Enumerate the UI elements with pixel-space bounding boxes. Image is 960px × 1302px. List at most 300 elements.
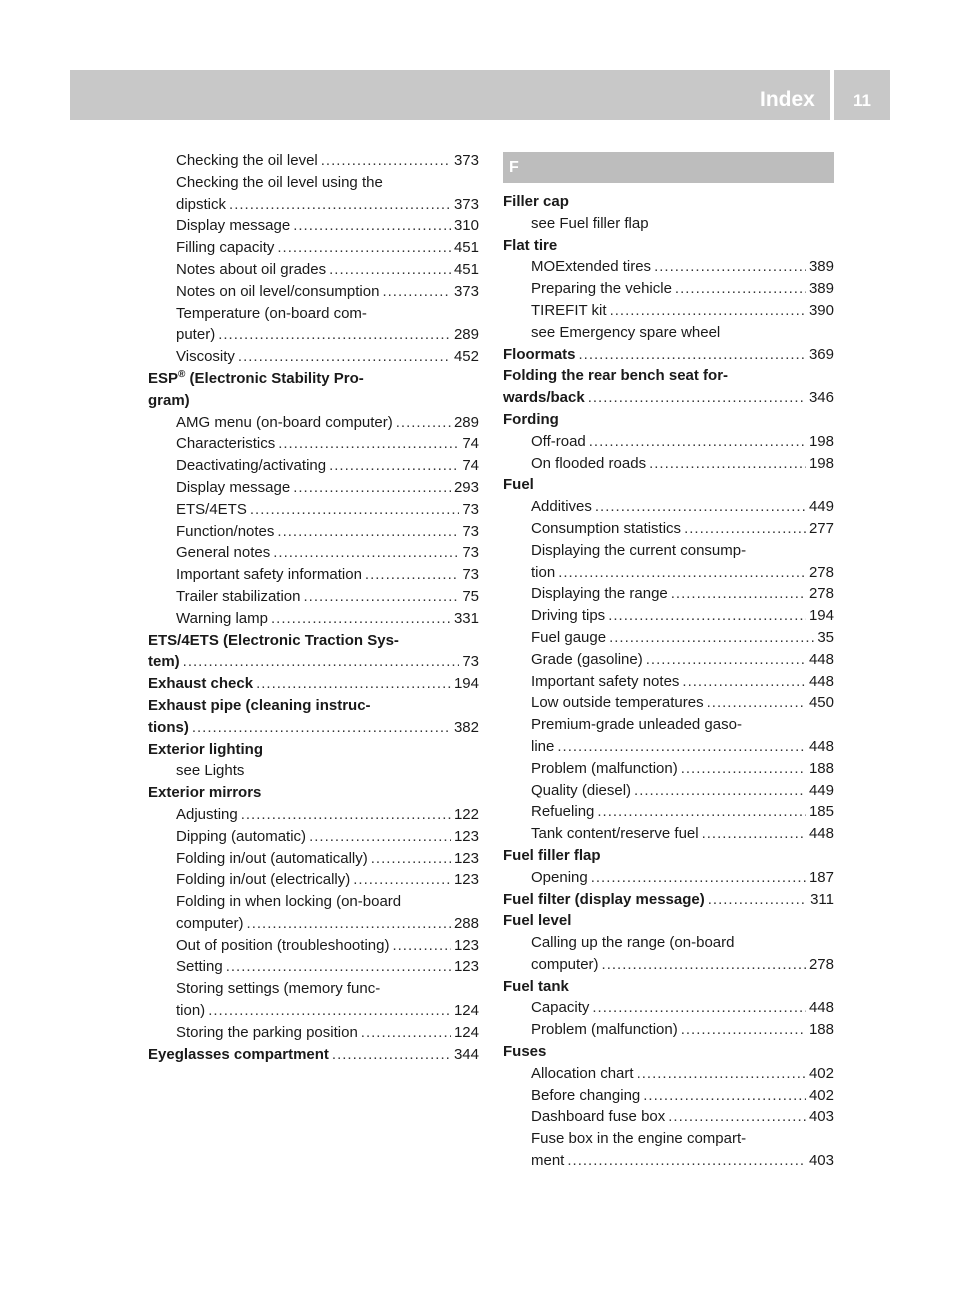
entry-text (531, 823, 699, 845)
entry-label: General notes (176, 544, 271, 562)
index-subentry (503, 583, 834, 605)
entry-text (176, 477, 290, 499)
page-reference: 123 (453, 827, 479, 845)
dot-leader (610, 300, 806, 322)
entry-label: Problem (malfunction) (531, 759, 678, 777)
page-reference: 293 (453, 478, 479, 496)
entry-label: ment (531, 1152, 565, 1170)
index-subentry (148, 521, 479, 543)
page-reference: 346 (808, 389, 834, 407)
dot-leader (309, 826, 451, 848)
page-reference: 278 (808, 563, 834, 581)
entry-text (148, 630, 399, 652)
entry-text (531, 736, 554, 758)
index-subentry (148, 913, 479, 935)
entry-text (176, 150, 318, 172)
entry-label: Storing the parking position (176, 1023, 358, 1041)
entry-text (531, 1128, 746, 1150)
page-reference: 389 (808, 258, 834, 276)
entry-text (503, 409, 559, 431)
entry-label: AMG menu (on-board computer) (176, 413, 393, 431)
index-subentry (503, 496, 834, 518)
page-reference: 198 (808, 454, 834, 472)
entry-label: Storing settings (memory func- (176, 980, 381, 998)
entry-text (503, 889, 705, 911)
index-subentry (148, 433, 479, 455)
entry-text (176, 259, 326, 281)
dot-leader (588, 387, 806, 409)
index-subentry (148, 869, 479, 891)
index-subentry (148, 281, 479, 303)
entry-label: Grade (gasoline) (531, 650, 643, 668)
index-subentry (503, 1150, 834, 1172)
dot-leader (595, 496, 806, 518)
entry-label: Notes on oil level/consumption (176, 282, 380, 300)
dot-leader (353, 869, 451, 891)
entry-text (531, 562, 555, 584)
entry-text (503, 845, 601, 867)
dot-leader (567, 1150, 806, 1172)
dot-leader (684, 518, 806, 540)
page-reference: 373 (453, 152, 479, 169)
entry-label: Fuel gauge (531, 628, 607, 646)
entry-text (176, 826, 306, 848)
index-subentry (148, 542, 479, 564)
entry-text (531, 300, 607, 322)
dot-leader (226, 956, 451, 978)
page-reference: 450 (808, 694, 834, 712)
page-reference: 124 (453, 1023, 479, 1041)
dot-leader (278, 433, 459, 455)
page-reference: 344 (453, 1045, 479, 1063)
index-heading (503, 845, 834, 867)
dot-leader (675, 278, 806, 300)
index-subentry (503, 322, 834, 344)
page-reference: 448 (808, 999, 834, 1017)
entry-text (531, 714, 742, 736)
entry-text (503, 474, 534, 496)
index-subentry (503, 954, 834, 976)
index-subentry (503, 1085, 834, 1107)
entry-label: Premium-grade unleaded gaso- (531, 716, 742, 734)
entry-label: Eyeglasses compartment (148, 1045, 329, 1063)
page-reference: 188 (808, 759, 834, 777)
entry-label: dipstick (176, 195, 227, 213)
dot-leader (329, 455, 459, 477)
dot-leader (192, 717, 451, 739)
entry-text (531, 997, 589, 1019)
entry-label: Opening (531, 868, 588, 886)
entry-label-continued: (Electronic Stability Pro- (185, 369, 364, 387)
dot-leader (218, 324, 451, 346)
index-subentry (148, 346, 479, 368)
entry-label: see Emergency spare wheel (531, 323, 721, 341)
index-heading (503, 889, 834, 911)
index-subentry (148, 477, 479, 499)
page-reference: 194 (453, 675, 479, 693)
page-reference: 369 (808, 345, 834, 363)
entry-label: Viscosity (176, 348, 235, 366)
index-subentry (148, 1000, 479, 1022)
dot-leader (637, 1063, 806, 1085)
index-subentry (503, 300, 834, 322)
index-subentry (148, 324, 479, 346)
entry-label: Displaying the range (531, 585, 668, 603)
page-reference: 451 (453, 239, 479, 257)
index-subentry (148, 826, 479, 848)
index-subentry (503, 997, 834, 1019)
registered-mark: ® (178, 368, 186, 380)
entry-text (176, 586, 301, 608)
index-column-right (503, 150, 834, 1172)
page-reference: 73 (462, 522, 479, 540)
page-reference: 311 (810, 890, 834, 908)
entry-text (148, 717, 189, 739)
entry-label: Additives (531, 498, 592, 516)
page-reference: 448 (808, 737, 834, 755)
dot-leader (579, 344, 806, 366)
page-reference: 402 (808, 1086, 834, 1104)
index-subentry (148, 978, 479, 1000)
entry-label: Driving tips (531, 607, 606, 625)
entry-text (176, 499, 247, 521)
index-heading (148, 651, 479, 673)
page-reference: 124 (453, 1002, 479, 1020)
entry-text (176, 913, 244, 935)
entry-text (176, 564, 362, 586)
dot-leader (365, 564, 459, 586)
page-reference: 123 (453, 849, 479, 867)
entry-label: Fuel filler flap (503, 846, 601, 864)
entry-text (176, 804, 238, 826)
index-subentry (148, 891, 479, 913)
dot-leader (668, 1106, 806, 1128)
index-subentry (503, 649, 834, 671)
index-heading (148, 630, 479, 652)
index-subentry (503, 1128, 834, 1150)
dot-leader (608, 605, 806, 627)
page-reference: 123 (453, 958, 479, 976)
entry-text (148, 673, 253, 695)
dot-leader (329, 259, 451, 281)
page-reference: 277 (808, 519, 834, 537)
dot-leader (708, 889, 807, 911)
entry-label: see Fuel filler flap (531, 214, 649, 232)
entry-label: ETS/4ETS (176, 500, 247, 518)
page-reference: 73 (462, 653, 479, 671)
dot-leader (589, 431, 806, 453)
dot-leader (256, 673, 451, 695)
index-subentry (503, 562, 834, 584)
entry-label: Important safety information (176, 566, 362, 584)
dot-leader (293, 477, 451, 499)
dot-leader (558, 562, 806, 584)
index-heading (503, 976, 834, 998)
index-subentry (503, 714, 834, 736)
dot-leader (183, 651, 460, 673)
entry-text (531, 583, 668, 605)
index-heading (148, 1044, 479, 1066)
entry-label: Exhaust pipe (cleaning instruc- (148, 696, 371, 714)
entry-text (148, 695, 371, 717)
section-letter-bar: F (503, 152, 834, 183)
dot-leader (681, 758, 806, 780)
index-subentry (503, 867, 834, 889)
index-heading (503, 910, 834, 932)
page-reference: 402 (808, 1064, 834, 1082)
entry-label: Preparing the vehicle (531, 280, 672, 298)
entry-text (176, 760, 244, 782)
page-reference: 194 (808, 607, 834, 625)
page-reference: 449 (808, 781, 834, 799)
entry-text (176, 433, 275, 455)
entry-label: tion) (176, 1002, 206, 1020)
entry-text (531, 256, 651, 278)
entry-label: Adjusting (176, 805, 238, 823)
dot-leader (208, 1000, 451, 1022)
page-reference: 288 (453, 914, 479, 932)
entry-text (148, 782, 261, 804)
page-reference: 75 (462, 587, 479, 605)
index-subentry (503, 736, 834, 758)
index-subentry (503, 823, 834, 845)
dot-leader (646, 649, 806, 671)
entry-label: Notes about oil grades (176, 260, 327, 278)
entry-label: Display message (176, 217, 291, 235)
dot-leader (591, 867, 806, 889)
entry-text (148, 739, 263, 761)
page-reference: 373 (453, 195, 479, 213)
entry-label: ESP (148, 369, 179, 387)
entry-text (531, 1085, 640, 1107)
entry-text (531, 671, 679, 693)
index-subentry (503, 758, 834, 780)
entry-text (176, 521, 274, 543)
index-heading (503, 191, 834, 213)
entry-label: Refueling (531, 803, 595, 821)
page-reference: 187 (808, 868, 834, 886)
entry-label: Warning lamp (176, 609, 268, 627)
index-subentry (148, 237, 479, 259)
dot-leader (277, 521, 459, 543)
index-heading (148, 717, 479, 739)
entry-label: Flat tire (503, 236, 558, 254)
index-heading (148, 695, 479, 717)
entry-text (176, 172, 383, 194)
index-subentry (148, 608, 479, 630)
entry-text (176, 346, 235, 368)
dot-leader (681, 1019, 806, 1041)
entry-label: Floormats (503, 345, 576, 363)
dot-leader (602, 954, 806, 976)
index-heading (503, 235, 834, 257)
entry-label: Capacity (531, 999, 590, 1017)
entry-label: Trailer stabilization (176, 587, 301, 605)
dot-leader (592, 997, 806, 1019)
dot-leader (361, 1022, 451, 1044)
entry-text (176, 956, 223, 978)
page-reference: 448 (808, 672, 834, 690)
page-reference: 448 (808, 825, 834, 843)
dot-leader (250, 499, 459, 521)
index-subentry (503, 540, 834, 562)
entry-text (531, 1019, 678, 1041)
entry-label: Exhaust check (148, 675, 254, 693)
entry-label: tions) (148, 718, 189, 736)
index-heading (148, 368, 479, 390)
entry-text (176, 1022, 358, 1044)
page-title: Index (760, 88, 815, 111)
entry-label: Fuel level (503, 912, 572, 930)
entry-label: Checking the oil level (176, 152, 318, 169)
index-subentry (148, 150, 479, 172)
entry-label: Exterior mirrors (148, 784, 262, 802)
entry-label: tion (531, 563, 556, 581)
entry-text (531, 1063, 634, 1085)
page-reference: 73 (462, 566, 479, 584)
page-reference: 382 (453, 718, 479, 736)
index-subentry (503, 671, 834, 693)
entry-text (148, 368, 364, 390)
dot-leader (277, 237, 451, 259)
entry-text (531, 867, 588, 889)
entry-text (531, 518, 681, 540)
entry-text (176, 324, 215, 346)
dot-leader (304, 586, 460, 608)
index-heading (503, 365, 834, 387)
index-subentry (148, 259, 479, 281)
page-reference: 198 (808, 432, 834, 450)
entry-label: Problem (malfunction) (531, 1021, 678, 1039)
entry-text (176, 412, 393, 434)
index-subentry (148, 215, 479, 237)
entry-text (176, 237, 274, 259)
index-heading (503, 409, 834, 431)
dot-leader (707, 692, 806, 714)
entry-label: Folding in when locking (on-board (176, 893, 402, 911)
entry-label: Fuses (503, 1043, 547, 1061)
dot-leader (702, 823, 806, 845)
entry-text (531, 540, 746, 562)
dot-leader (321, 150, 451, 172)
index-heading (503, 387, 834, 409)
dot-leader (396, 412, 451, 434)
dot-leader (271, 608, 451, 630)
entry-text (531, 692, 704, 714)
index-subentry (503, 431, 834, 453)
entry-label: Folding in/out (automatically) (176, 849, 368, 867)
entry-label: Important safety notes (531, 672, 680, 690)
entry-label: computer) (531, 955, 599, 973)
entry-text (531, 278, 672, 300)
entry-label: Off-road (531, 432, 586, 450)
entry-text (531, 213, 649, 235)
entry-label: Fuel filter (display message) (503, 890, 705, 908)
entry-label: Fuel tank (503, 977, 569, 995)
dot-leader (371, 848, 451, 870)
entry-text (148, 651, 180, 673)
dot-leader (332, 1044, 451, 1066)
page-reference: 331 (453, 609, 479, 627)
entry-label: Temperature (on-board com- (176, 304, 367, 322)
page-reference: 278 (808, 955, 834, 973)
dot-leader (247, 913, 451, 935)
entry-text (176, 194, 226, 216)
dot-leader (382, 281, 451, 303)
entry-text (531, 453, 646, 475)
entry-text (531, 496, 592, 518)
page-reference: 74 (462, 457, 479, 475)
entry-label: wards/back (503, 389, 585, 407)
index-heading (503, 344, 834, 366)
page-reference: 35 (817, 628, 834, 646)
entry-label: ETS/4ETS (Electronic Traction Sys- (148, 631, 399, 649)
page-reference: 448 (808, 650, 834, 668)
page-reference: 390 (808, 301, 834, 319)
page-reference: 373 (453, 282, 479, 300)
entry-label: computer) (176, 914, 244, 932)
entry-label: Characteristics (176, 435, 276, 453)
dot-leader (671, 583, 806, 605)
index-subentry (503, 1063, 834, 1085)
entry-text (176, 608, 268, 630)
index-subentry (148, 194, 479, 216)
entry-text (531, 801, 594, 823)
entry-label: Low outside temperatures (531, 694, 704, 712)
entry-text (503, 191, 569, 213)
index-subentry (503, 627, 834, 649)
index-subentry (503, 932, 834, 954)
entry-label: Function/notes (176, 522, 275, 540)
dot-leader (654, 256, 806, 278)
entry-label: Before changing (531, 1086, 641, 1104)
entry-label: Fuel (503, 476, 534, 494)
entry-text (176, 281, 379, 303)
entry-label: TIREFIT kit (531, 301, 607, 319)
entry-text (503, 235, 557, 257)
entry-text (176, 848, 368, 870)
index-subentry (148, 455, 479, 477)
index-subentry (503, 605, 834, 627)
entry-text (531, 431, 586, 453)
entry-text (531, 627, 606, 649)
dot-leader (241, 804, 451, 826)
index-heading (148, 390, 479, 412)
entry-label: Dipping (automatic) (176, 827, 307, 845)
entry-text (531, 758, 678, 780)
entry-label: Deactivating/activating (176, 457, 327, 475)
index-subentry (148, 172, 479, 194)
entry-text (503, 910, 571, 932)
index-subentry (503, 1019, 834, 1041)
dot-leader (609, 627, 814, 649)
entry-label: tem) (148, 653, 180, 671)
dot-leader (649, 453, 806, 475)
index-subentry (148, 760, 479, 782)
entry-label: line (531, 737, 555, 755)
page-number: 11 (834, 70, 890, 120)
index-subentry (148, 804, 479, 826)
entry-label: Folding the rear bench seat for- (503, 367, 729, 385)
entry-text (176, 869, 350, 891)
entry-label: Allocation chart (531, 1064, 634, 1082)
dot-leader (643, 1085, 806, 1107)
entry-text (148, 390, 190, 412)
entry-text (176, 978, 380, 1000)
page-reference: 451 (453, 260, 479, 278)
entry-label: Folding in/out (electrically) (176, 871, 351, 889)
page-reference: 185 (808, 803, 834, 821)
